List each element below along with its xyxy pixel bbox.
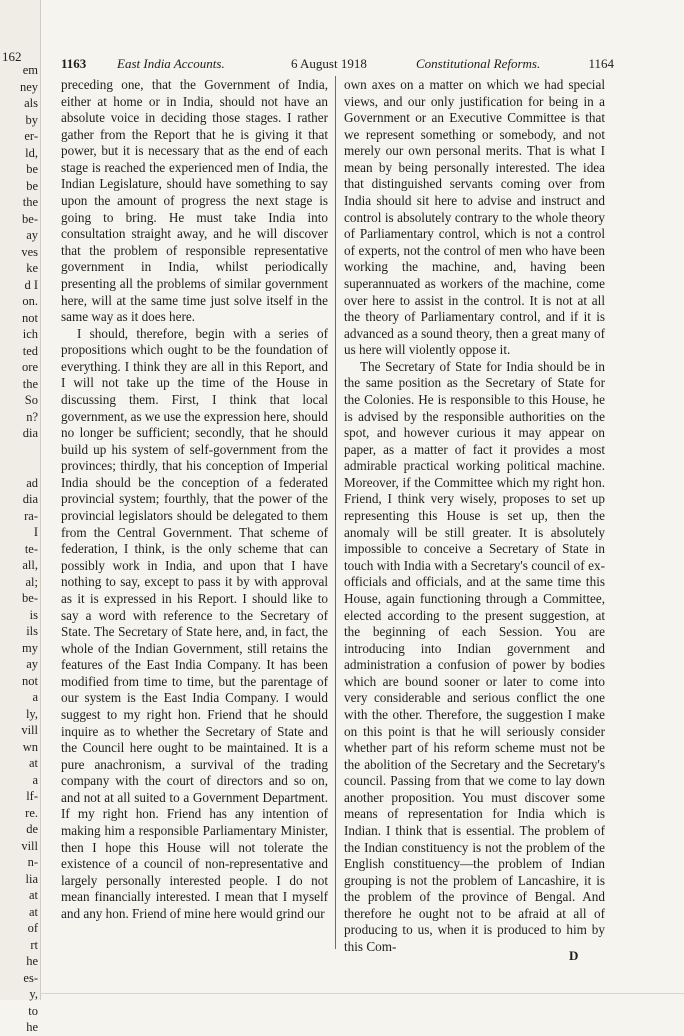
edge-fragment: ves [21, 244, 38, 259]
edge-fragment: es- [23, 970, 38, 985]
edge-fragment [2, 458, 38, 475]
edge-fragment: be- [22, 211, 38, 226]
edge-fragment: y, [29, 987, 38, 1001]
edge-fragment: ay [26, 657, 38, 671]
edge-fragment: at [28, 904, 38, 919]
edge-fragment: em [22, 63, 38, 77]
edge-fragment: ad [26, 475, 38, 490]
paragraph: I should, therefore, begin with a series of propositions which ought to be the foundation of everything. I think they are all in this Report, and I will not take up the time of the House in discussing them. First, I think that local government, as we use the expression here, should no longer be sufficient; secondly, that he should build up his system of self-government from the provinces; thirdly, that his conception of Imperial India should be the conception of a federated provincial system; fourthly, that the power of the provincial legislators should be delegated to them from the Central Government. That scheme of federation, I think, is the only scheme that can possibly work in India, and upon that I have nothing to say, except to pass it by with approval as it is expressed in his Report. I should like to say a word with reference to the Secretary of State. The Secretary of State here, and, in fact, the whole of the Indian Government, still retains the features of the East India Company. It has been modified from time to time, but the parentage of our system is the East India Company. I would suggest to my right hon. Friend that he should inquire as to whether the Secretary of State and the Council here ought to be maintained. It is a pure anachronism, a survival of the trading company with the court of directors and so on, and not at all suited to a Government Department. If my right hon. Friend has any intention of making him a responsible Parliamentary Minister, then I hope this House will not tolerate the existence of a council of non-representative and largely personally interested people. I do not mean financially interested. I mean that I myself and any hon. Friend of mine here would grind our [61, 325, 328, 921]
edge-fragment: te- [24, 541, 38, 556]
edge-fragment: vill [21, 838, 38, 853]
edge-fragment: lia [25, 871, 38, 886]
edge-fragment: not [22, 673, 38, 688]
paragraph: The Secretary of State for India should be in the same position as the Secretary of State for the Colonies. He is responsible to this House, he is advised by the responsible authorities on the spot, and however curious it may appear on paper, as a matter of fact it provides a most admirable practical working political machine. Moreover, if the Committee which my right hon. Friend, I think very wisely, proposes to set up representing this House is set up, then the anomaly will be still greater. It is absolutely impossible to conceive a Secretary of State in touch with India with a Secretary's council of ex-officials and officials, and at the same time this House, again functioning through a Committee, elected according to the present suggestion, at the beginning of each Session. You are introducing into Indian government and administration a confusion of power by bodies which are bound sooner or later to come into very considerable and serious conflict the one with the other. Therefore, the suggestion I make on this point is that he will seriously consider whether part of his reform scheme must not be the abolition of the Secretary and the Secretary's council. Passing from that we come to lay down another proposition. You must discover some means of representation for India which is Indian. I think that is essential. The problem of the Indian constituency is not the problem of the English constituency—the problem of Indian grouping is not the problem of Lancashire, it is the problem of the province of Bengal. And therefore he ought not to be afraid at all of producing to us, when it is produced to him by this Com- [344, 358, 605, 955]
edge-fragment: all, [22, 558, 38, 572]
right-text-column [344, 77, 605, 956]
adjacent-page-fragments [2, 62, 38, 1036]
edge-fragment: by [25, 112, 38, 127]
edge-fragment: he [26, 1020, 38, 1034]
right-page-number: 1164 [588, 56, 614, 71]
edge-fragment [2, 442, 38, 459]
edge-fragment: als [24, 96, 38, 110]
adjacent-page-number: 162 [2, 49, 22, 64]
left-page-number: 1163 [61, 56, 87, 71]
edge-fragment: ils [26, 624, 38, 638]
edge-fragment: be- [22, 591, 38, 605]
page-header [61, 56, 614, 74]
edge-fragment: er- [24, 129, 38, 143]
edge-fragment: ay [26, 228, 38, 242]
edge-fragment: on. [22, 294, 38, 308]
paragraph: own axes on a matter on which we had special views, and our only justification for being in a Government or an Executive Committee is that we represent something or somebody, and not merely our own personal merits. That is what I mean by being personally interested. The idea that distinguished servants coming over from India should sit here to advise and instruct and control is absolutely contrary to the whole theory of Parliamentary control, which is not a control of experts, not the control of men who have been working the machine, and, having been superannuated as workers of the machine, come over here to assist in the control. It is not at all the theory of Parliamentary control, and if it is advanced as a sound theory, then a great many of us here will violently oppose it. [344, 77, 605, 358]
right-running-title: Constitutional Reforms. [416, 56, 541, 71]
edge-fragment: ke [26, 261, 38, 275]
edge-fragment: my [22, 640, 38, 655]
edge-fragment: of [27, 921, 38, 935]
paragraph: preceding one, that the Government of India, either at home or in India, should not have an absolute voice in deciding those stages. I rather gather from the Report that he is giving it that power, but it is necessary that as the end of each stage is reached the experienced men of India, the Indian Legislature, should have something to say upon the amount of progress the next stage is going to bring. He must take India into consultation straight away, and he will discover that the problem of responsible representative government in India, whilst periodically presenting all the problems of similar government here, will at the same time just solve itself in the same way as it does here. [61, 77, 328, 325]
edge-fragment: ich [22, 327, 38, 341]
signature-mark: D [569, 948, 579, 963]
edge-fragment: ly, [25, 706, 38, 721]
edge-fragment: lf- [26, 789, 38, 803]
edge-fragment: de [26, 822, 38, 836]
edge-fragment: at [28, 888, 38, 902]
edge-fragment: n- [27, 855, 38, 869]
edge-fragment: not [22, 310, 38, 325]
edge-fragment: ted [22, 343, 38, 358]
edge-fragment: dia [22, 426, 38, 440]
edge-fragment: ore [22, 360, 38, 374]
edge-fragment: vill [21, 723, 38, 737]
edge-fragment: a [32, 690, 38, 704]
edge-fragment: I [33, 525, 38, 539]
edge-fragment: the [22, 195, 38, 209]
edge-fragment: n? [26, 409, 38, 424]
edge-fragment: dia [22, 492, 38, 506]
page-bottom-edge [40, 993, 684, 994]
edge-fragment: be [26, 178, 38, 193]
edge-fragment: be [26, 162, 38, 176]
left-running-title: East India Accounts. [117, 56, 225, 71]
column-divider [335, 76, 336, 949]
edge-fragment: wn [22, 739, 38, 754]
edge-fragment: he [26, 954, 38, 968]
edge-fragment: So [24, 393, 38, 407]
edge-fragment: rt [30, 937, 38, 952]
edge-fragment: a [32, 772, 38, 787]
edge-fragment: ld, [25, 145, 38, 160]
adjacent-page-edge [0, 0, 41, 1034]
left-text-column [61, 77, 328, 922]
edge-fragment: re. [25, 805, 38, 820]
edge-fragment: at [28, 756, 38, 770]
edge-fragment: al; [25, 574, 38, 589]
edge-fragment: ney [19, 79, 38, 94]
edge-fragment: to [28, 1003, 38, 1018]
edge-fragment: the [22, 376, 38, 391]
edge-fragment: is [29, 607, 38, 622]
header-date: 6 August 1918 [291, 56, 367, 71]
edge-fragment: ra- [24, 508, 38, 523]
edge-fragment: d I [24, 277, 38, 292]
